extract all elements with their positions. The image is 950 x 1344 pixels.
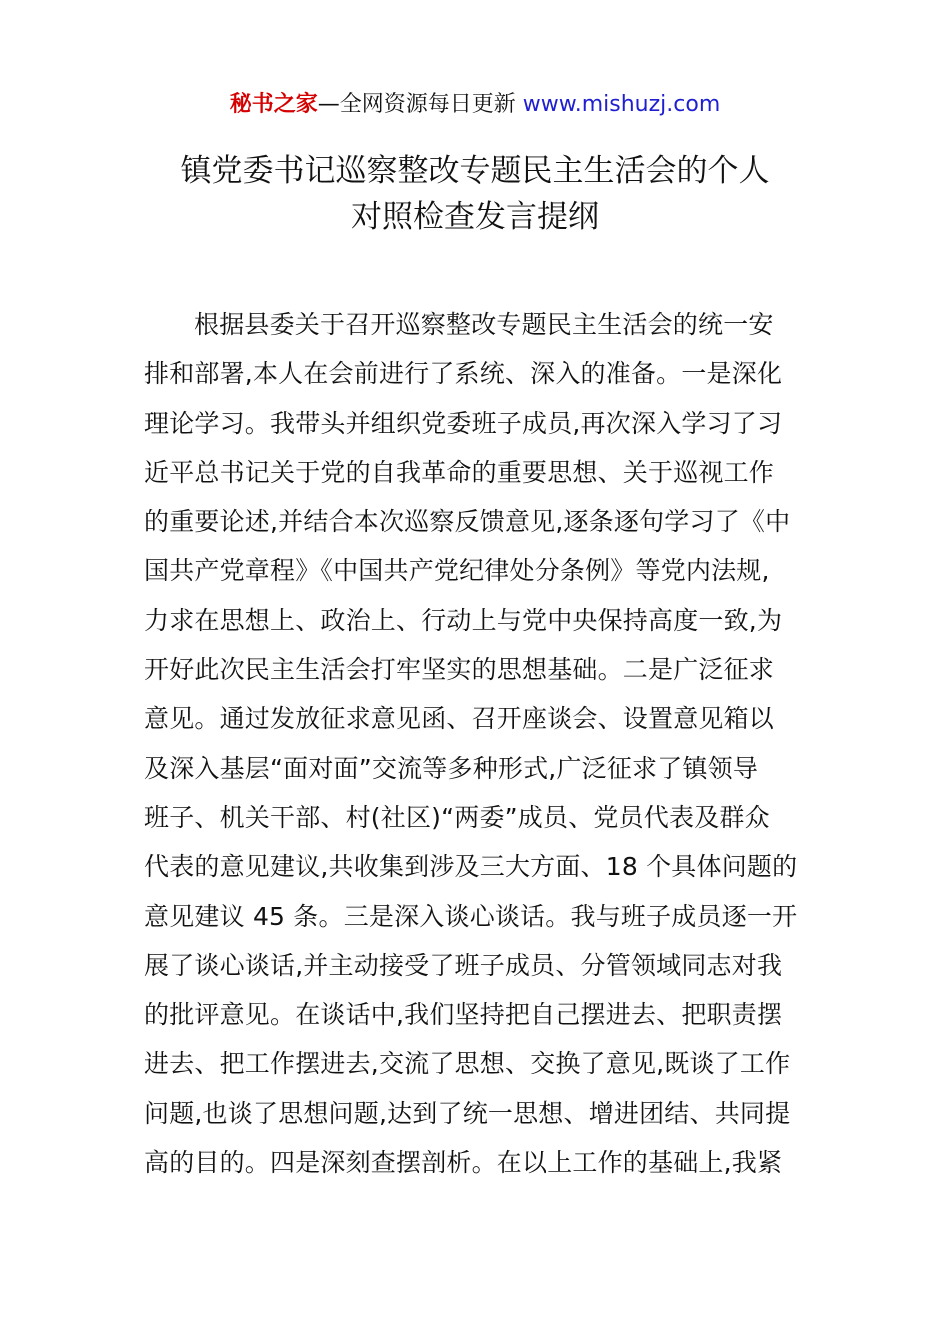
site-header	[0, 90, 950, 120]
paragraph-line: 展了谈心谈话,并主动接受了班子成员、分管领域同志对我	[144, 950, 783, 980]
paragraph-line: 意见。通过发放征求意见函、召开座谈会、设置意见箱以	[144, 704, 775, 734]
title-line-1: 镇党委书记巡察整改专题民主生活会的个人	[180, 153, 770, 189]
paragraph-line: 的重要论述,并结合本次巡察反馈意见,逐条逐句学习了《中	[144, 507, 791, 537]
paragraph-line: 代表的意见建议,共收集到涉及三大方面、18 个具体问题的	[144, 852, 798, 882]
site-tagline: —全网资源每日更新	[317, 92, 516, 117]
paragraph-line: 进去、把工作摆进去,交流了思想、交换了意见,既谈了工作	[144, 1049, 791, 1079]
paragraph-line: 理论学习。我带头并组织党委班子成员,再次深入学习了习	[144, 408, 783, 438]
paragraph-line: 国共产党章程》《中国共产党纪律处分条例》等党内法规,	[144, 556, 770, 586]
site-brand: 秘书之家	[229, 92, 318, 117]
paragraph-line: 力求在思想上、政治上、行动上与党中央保持高度一致,为	[144, 605, 783, 635]
paragraph-line: 开好此次民主生活会打牢坚实的思想基础。二是广泛征求	[144, 655, 775, 685]
paragraph-line: 根据县委关于召开巡察整改专题民主生活会的统一安	[194, 310, 774, 339]
paragraph-line: 近平总书记关于党的自我革命的重要思想、关于巡视工作	[144, 457, 775, 487]
paragraph-line: 班子、机关干部、村(社区)“两委”成员、党员代表及群众	[144, 802, 770, 832]
title-line-2: 对照检查发言提纲	[351, 199, 599, 235]
site-link[interactable]: www.mishuzj.com	[522, 92, 721, 117]
body-paragraph	[144, 300, 808, 1187]
paragraph-line: 高的目的。四是深刻查摆剖析。在以上工作的基础上,我紧	[144, 1148, 783, 1178]
paragraph-line: 意见建议 45 条。三是深入谈心谈话。我与班子成员逐一开	[144, 901, 798, 931]
paragraph-line: 及深入基层“面对面”交流等多种形式,广泛征求了镇领导	[144, 753, 759, 783]
paragraph-line: 问题,也谈了思想问题,达到了统一思想、增进团结、共同提	[144, 1098, 791, 1128]
paragraph-line: 的批评意见。在谈话中,我们坚持把自己摆进去、把职责摆	[144, 1000, 783, 1030]
paragraph-line: 排和部署,本人在会前进行了系统、深入的准备。一是深化	[144, 359, 783, 389]
document-title	[0, 148, 950, 240]
